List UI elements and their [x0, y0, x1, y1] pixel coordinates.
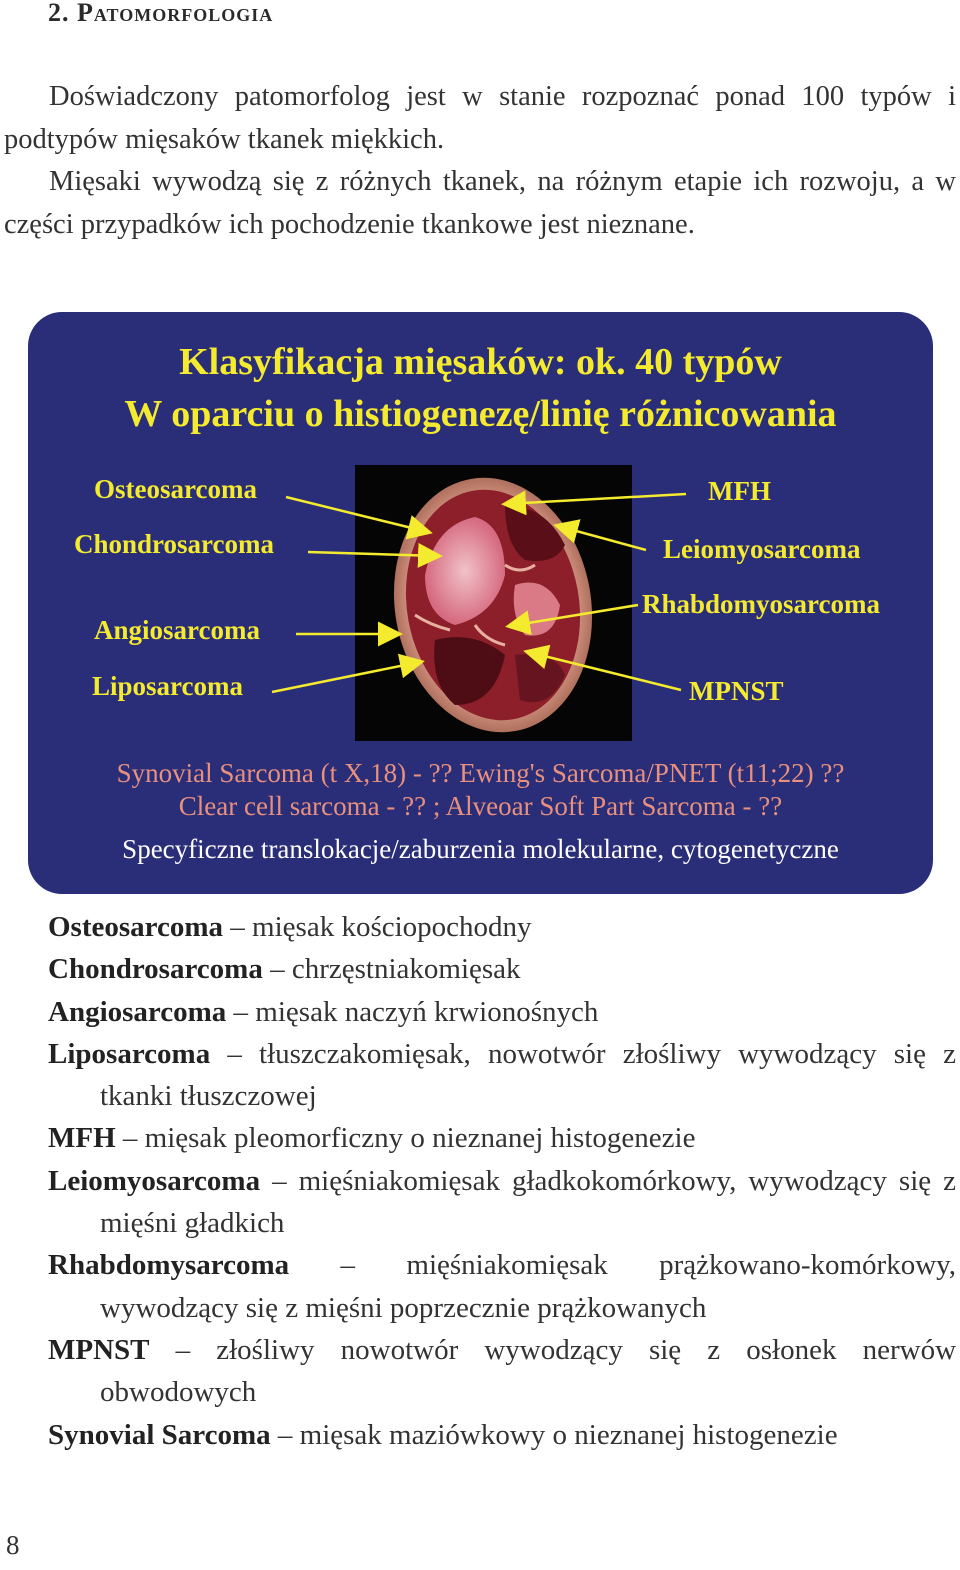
dash: – — [230, 911, 245, 943]
intro-paragraph: Mięsaki wywodzą się z różnych tkanek, na różnym etapie ich rozwoju, a w części przypadków ich pochodzenie tkankowe jest nieznane. — [4, 166, 956, 240]
definition-text: mięśniakomięsak gładkokomórkowy, wywodzący się z mięśni gładkich — [100, 1164, 957, 1240]
dash: – — [175, 1333, 191, 1366]
translocation-line-1: Synovial Sarcoma (t X,18) - ?? Ewing's Sarcoma/PNET (t11;22) ?? — [116, 758, 845, 788]
definition-text: tłuszczakomięsak, nowotwór złośliwy wywodzący się z tkanki tłuszczowej — [100, 1037, 957, 1113]
figure-subtitle: W oparciu o histiogenezę/linię różnicowania — [124, 393, 837, 435]
dash: – — [340, 1249, 356, 1282]
definition-item — [48, 906, 956, 948]
definition-term: MFH — [48, 1122, 116, 1155]
label-mfh: MFH — [708, 476, 771, 506]
definition-item — [48, 1033, 956, 1118]
definition-text: mięsak naczyń krwionośnych — [255, 995, 599, 1028]
definition-item — [48, 1414, 956, 1456]
dash: – — [277, 1418, 293, 1451]
definition-term: Leiomyosarcoma — [48, 1164, 261, 1197]
definition-item — [48, 1329, 956, 1414]
label-leiomyosarcoma: Leiomyosarcoma — [663, 534, 861, 564]
section-number: 2. — [48, 0, 70, 27]
definition-item — [48, 948, 956, 990]
definition-text: mięśniakomięsak prążkowano-komórkowy, wywodzący się z mięśni poprzecznie prążkowanych — [100, 1249, 957, 1324]
definition-text: złośliwy nowotwór wywodzący się z osłonek nerwów obwodowych — [100, 1333, 957, 1409]
definition-term: Osteosarcoma — [48, 911, 224, 943]
definition-text: chrzęstniakomięsak — [291, 953, 521, 986]
definitions-list — [48, 906, 956, 1456]
definition-item — [48, 991, 956, 1033]
label-mpnst: MPNST — [689, 676, 784, 706]
intro-text — [4, 76, 956, 246]
label-liposarcoma: Liposarcoma — [92, 671, 244, 701]
figure-caption: Specyficzne translokacje/zaburzenia molekularne, cytogenetyczne — [122, 834, 839, 864]
definition-term: MPNST — [48, 1333, 150, 1366]
dash: – — [272, 1164, 287, 1197]
definition-item — [48, 1117, 956, 1159]
definition-text: mięsak maziówkowy o nieznanej histogenezie — [299, 1418, 838, 1451]
definition-text: mięsak kościopochodny — [252, 911, 532, 943]
figure-title: Klasyfikacja mięsaków: ok. 40 typów — [179, 341, 782, 383]
definition-item — [48, 1160, 956, 1245]
definition-term: Synovial Sarcoma — [48, 1418, 271, 1451]
definition-term: Rhabdomysarcoma — [48, 1249, 290, 1282]
definition-item — [48, 1244, 956, 1329]
label-osteosarcoma: Osteosarcoma — [94, 474, 257, 504]
definition-term: Liposarcoma — [48, 1037, 211, 1070]
label-angiosarcoma: Angiosarcoma — [94, 615, 260, 645]
label-rhabdomyosarcoma: Rhabdomyosarcoma — [642, 589, 881, 619]
intro-paragraph: Doświadczony patomorfolog jest w stanie rozpoznać ponad 100 typów i podtypów mięsaków tkanek miękkich. — [4, 81, 956, 155]
definition-term: Chondrosarcoma — [48, 953, 263, 986]
dash: – — [270, 953, 285, 986]
dash: – — [233, 995, 249, 1028]
definition-text: mięsak pleomorficzny o nieznanej histogenezie — [144, 1122, 696, 1155]
section-heading — [48, 0, 273, 28]
classification-figure — [28, 312, 933, 894]
page-number: 8 — [6, 1530, 20, 1560]
section-title: Patomorfologia — [77, 0, 274, 27]
dash: – — [122, 1122, 138, 1155]
dash: – — [227, 1037, 242, 1070]
definition-term: Angiosarcoma — [48, 995, 227, 1028]
label-chondrosarcoma: Chondrosarcoma — [74, 529, 275, 559]
translocation-line-2: Clear cell sarcoma - ?? ; Alveoar Soft Part Sarcoma - ?? — [178, 791, 783, 821]
